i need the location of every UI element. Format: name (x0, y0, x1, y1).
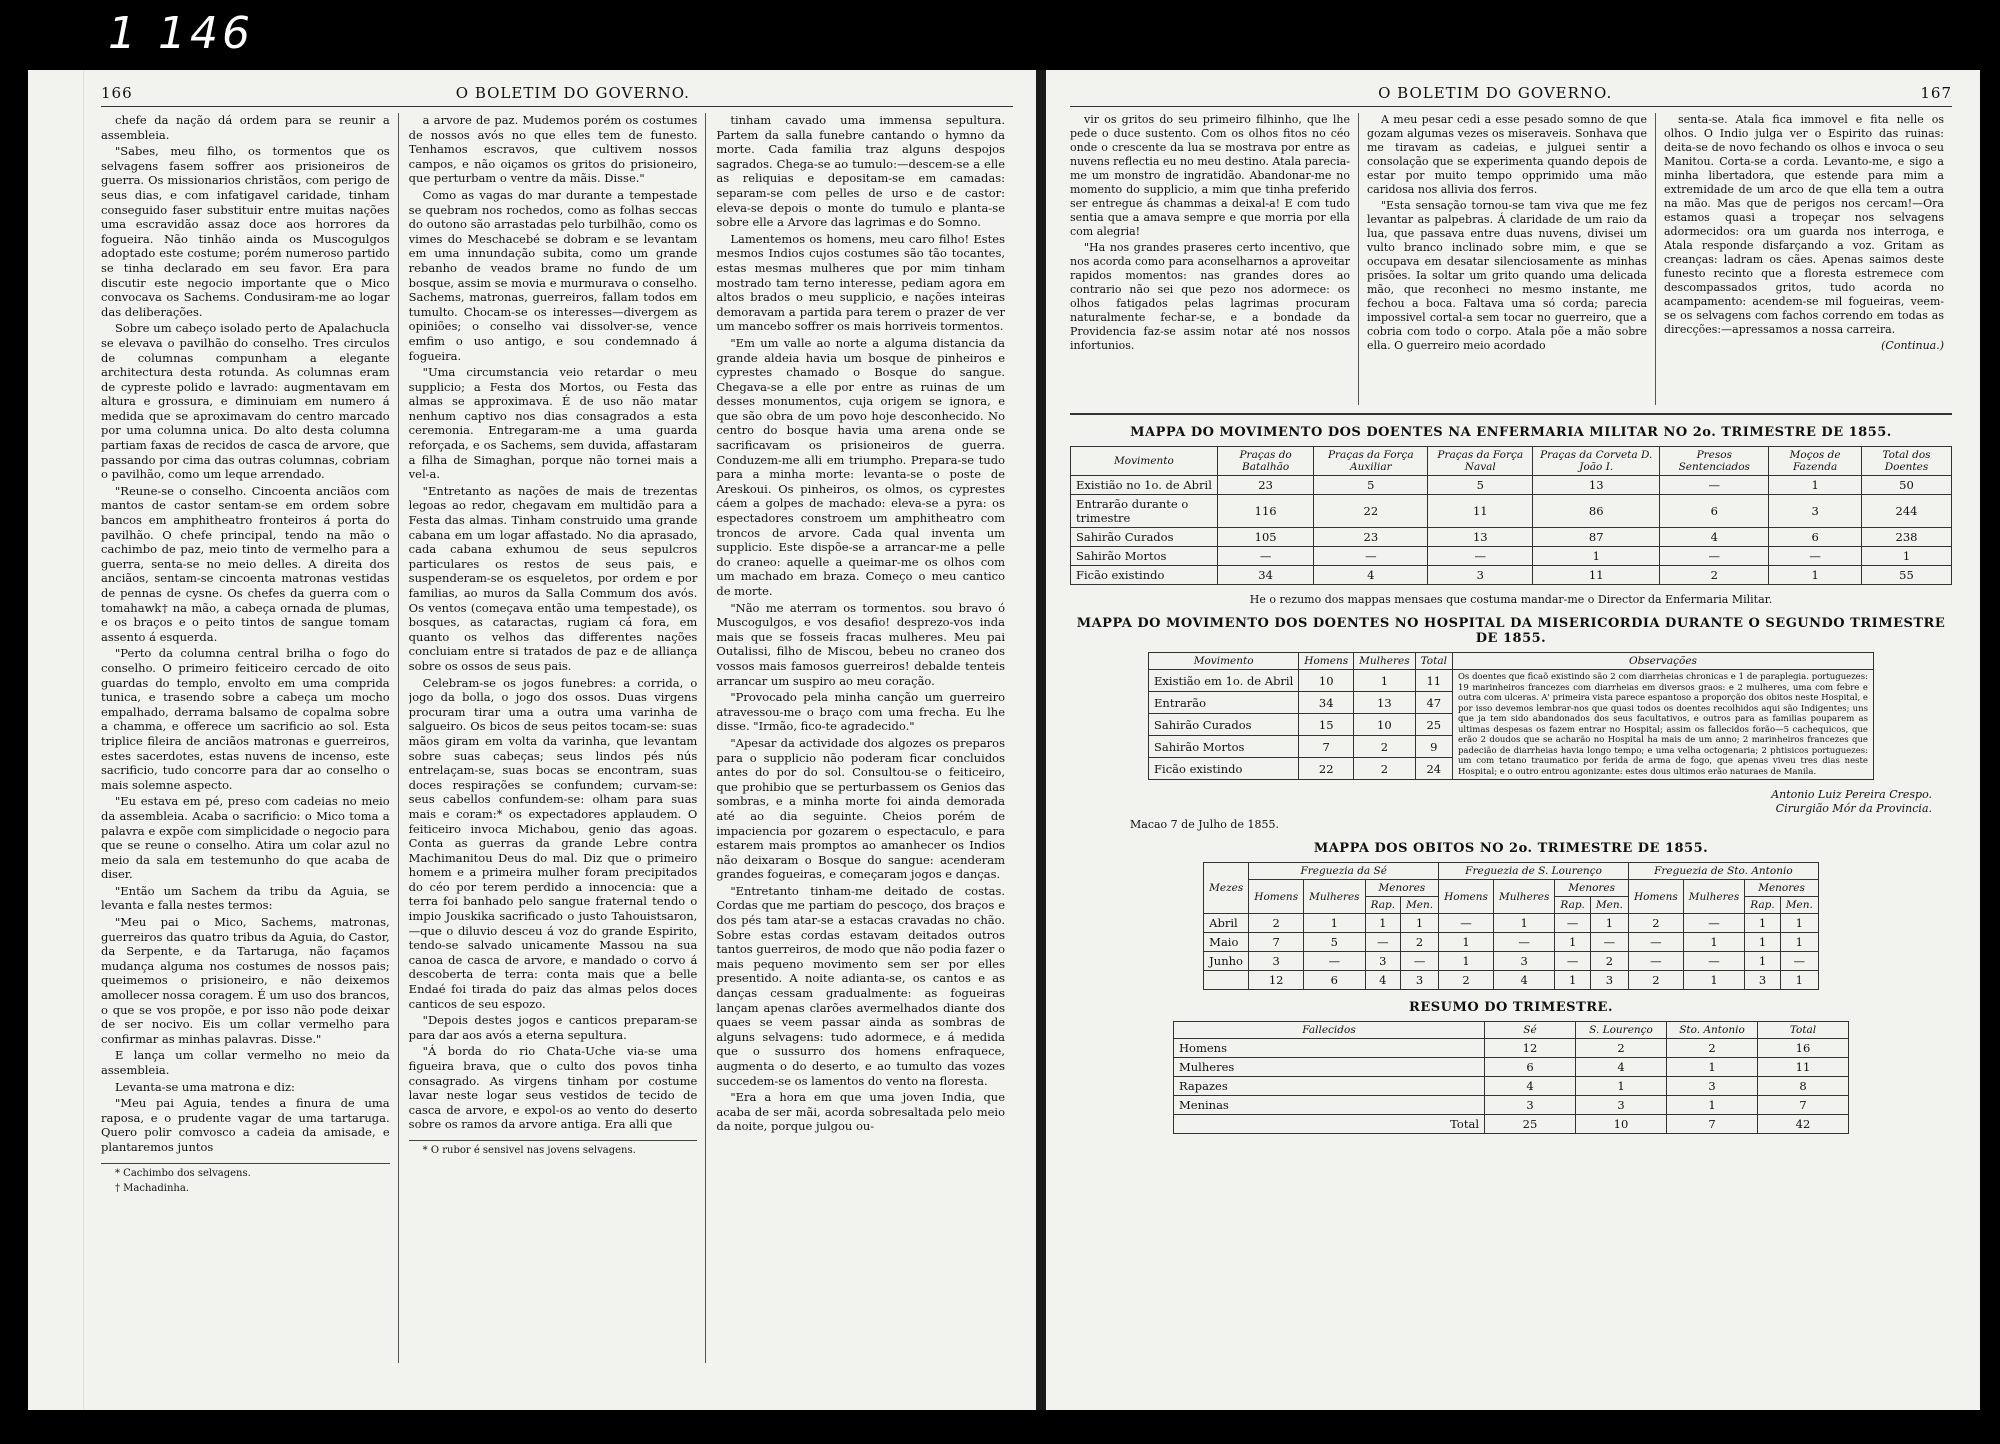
column-header: Presos Sentenciados (1660, 447, 1769, 476)
table-cell: 23 (1217, 476, 1313, 495)
signature-block (1070, 788, 1932, 816)
column-header: Praças da Corveta D. João I. (1533, 447, 1660, 476)
table-cell: 5 (1314, 476, 1428, 495)
table-cell: 13 (1354, 692, 1415, 714)
header-row (1204, 863, 1819, 880)
table-cell: 1 (1745, 914, 1780, 933)
total-cell: 4 (1365, 971, 1400, 990)
right-text-columns (1070, 113, 1952, 415)
table-row (1204, 933, 1819, 952)
table-cell: — (1628, 952, 1683, 971)
table-cell: 2 (1354, 736, 1415, 758)
table-cell: 4 (1576, 1058, 1667, 1077)
total-cell: 7 (1667, 1115, 1758, 1134)
row-label: Existião no 1o. de Abril (1071, 476, 1218, 495)
table-row (1174, 1077, 1849, 1096)
table-cell: — (1493, 933, 1554, 952)
right-col2-body (1367, 113, 1647, 353)
table-cell: 47 (1415, 692, 1452, 714)
column-header: S. Lourenço (1576, 1022, 1667, 1039)
paragraph: A meu pesar cedi a esse pesado somno de que gozam algumas vezes os miseraveis. Sonhava que me tiravam as cadeias, e julguei sentir a consolação que se experimenta quando depois de estar por muito tempo opprimido uma mão caridosa nos allivia dos ferros. (1367, 113, 1647, 196)
table-cell: 105 (1217, 528, 1313, 547)
table-cell: 9 (1415, 736, 1452, 758)
paragraph: "Entretanto tinham-me deitado de costas. Cordas que me partiam do pescoço, dos braços e dos pés tam atar-se a estacas cravadas no chão. Sobre estas cordas estavam deitados outros tantos guerreiros, de modo que não podia fazer o mais pequeno movimento sem ser por elles presentido. A noite adianta-se, os cantos e as danças cessam gradualmente: as fogueiras lançam apenas clarões avermelhados diante dos quaes se veem passar ainda as sombras de alguns selvagens: tudo adormece, e á medida que o sussurro dos homens enfraquece, augmenta o do deserto, e ao tumulto das vozes succedem-se os lamentos do vento na floresta. (716, 883, 1006, 1088)
table-row (1204, 914, 1819, 933)
column-header: Sto. Antonio (1667, 1022, 1758, 1039)
military-infirmary-table (1070, 446, 1952, 585)
paragraph: "Provocado pela minha canção um guerreiro atravessou-me o braço com uma frecha. Eu lhe disse. "Irmão, ficо-te agradecido." (716, 690, 1006, 734)
table-cell: 3 (1576, 1096, 1667, 1115)
table-cell: 6 (1660, 495, 1769, 528)
continua-label: (Continua.) (1881, 339, 1944, 352)
row-label: Junho (1204, 952, 1249, 971)
table-cell: 6 (1769, 528, 1862, 547)
table-cell: — (1660, 476, 1769, 495)
table-cell: 12 (1485, 1039, 1576, 1058)
left-col2-body (409, 113, 698, 1132)
table-cell: 1 (1667, 1058, 1758, 1077)
row-label: Homens (1174, 1039, 1485, 1058)
paragraph: senta-se. Atala fica immovel e fita nelle os olhos. O Indio julga ver o Espirito das ruinas: deita-se de novo fechando os olhos e invoca o seu Manitou. Corta-se a corda. Levanto-me, e sigo a minha libertadora, que estende para mim a extremidade de um arco de que ella tem a outra na mão. Mas que de perigos nos cercam!—Ora estamos quasi a tropeçar nos selvagens adormecidos: ora um guarda nos interroga, e Atala responde disfarçando a voz. Gritam as creanças: ladram os cães. Apenas saimos deste funesto recinto que a floresta estremece com descompassados gritos, tudo acorda no acampamento: acendem-se mil fogueiras, veem-se os selvagens com fachos correndo em todas as direcções:—apressamos a nossa carreira. (1664, 113, 1944, 336)
total-cell: 3 (1590, 971, 1628, 990)
paragraph: "Eu estava em pé, preso com cadeias no meio da assembleia. Acaba o sacrificio: o Mico toma a palavra e expõe com simplicidade o negocio para que se reune o conselho. Atira um colar azul no meio da sala em testemunho do que acaba de diser. (101, 794, 390, 882)
table-cell: 15 (1299, 714, 1354, 736)
table-cell: — (1314, 547, 1428, 566)
sub-header: Rap. (1365, 897, 1400, 914)
observations-cell: Os doentes que ficaõ existindo são 2 com diarrheias chronicas e 1 de paraplegia. portuguezes: 19 marinheiros francezes com diarrheias em diversos graos: e 2 mulheres, uma com febre e outra com ulceras. A' primeira vista parece espantoso a proporção dos obitos neste Hospital, e por isso devemos lembrar-nos que quasi todos os doentes recolhidos aqui são Indigentes; uns que ja tem sido abandonados dos seus facultativos, e outros para as familias pouparem as ultimas despesas os fazem entrar no Hospital; assim os fallecidos forão—5 cachequicos, que erão 2 doudos que se acharão no Hospital ha mais de um anno; 2 marinheiros francezes que padecião de diarrheias havia longo tempo; e uma velha octogenaria; 2 phtisicos portuguezes: um com tetano traumatico por ferida de arma de fogo, que apenas viveu tres dias neste Hospital; e o outro entrou agonizante: estes dous ultimos erão naturaes de Manila. (1452, 670, 1873, 780)
table-cell: 238 (1861, 528, 1951, 547)
left-masthead: O BOLETIM DO GOVERNO. (455, 84, 690, 102)
table-cell: 3 (1485, 1096, 1576, 1115)
total-cell: 1 (1555, 971, 1590, 990)
total-cell: 4 (1493, 971, 1554, 990)
sub-header: Rap. (1745, 897, 1780, 914)
deaths-table (1203, 862, 1819, 990)
table-cell: 1 (1683, 933, 1744, 952)
paragraph: vir os gritos do seu primeiro filhinho, que lhe pede o duce sustento. Com os olhos fitos no céo onde o crescente da lua se mostrava por entre as nuvens reflectia eu no meu destino. Atala parecia-me um monstro de ingratidão. Abandonar-me no momento do supplicio, a mim que tinha preferido ser entregue ás chammas a deixal-a! E com tudo sentia que a amava sempre e que morria por ella com alegria! (1070, 113, 1350, 238)
table1-note: He o rezumo dos mappas mensaes que costuma mandar-me o Director da Enfermaria Militar. (1249, 593, 1773, 606)
paragraph: chefe da nação dá ordem para se reunir a assembleia. (101, 113, 390, 142)
parish-header: Freguezia de S. Lourenço (1439, 863, 1629, 880)
left-page-number: 166 (101, 84, 133, 102)
page-edge (28, 70, 84, 1410)
table-cell: 2 (1401, 933, 1439, 952)
table4-title: RESUMO DO TRIMESTRE. (1409, 1000, 1613, 1015)
table-cell: 7 (1758, 1096, 1849, 1115)
signature-name: Antonio Luiz Pereira Crespo. (1771, 788, 1932, 801)
film-frame-number: 1 146 (108, 8, 254, 59)
parish-header: Freguezia de Sto. Antonio (1628, 863, 1818, 880)
table1-title: MAPPA DO MOVIMENTO DOS DOENTES NA ENFERMARIA MILITAR NO 2o. TRIMESTRE DE 1855. (1130, 425, 1892, 440)
left-col2-footnotes (409, 1140, 698, 1157)
table-cell: 1 (1354, 670, 1415, 692)
column-header: Homens (1299, 653, 1354, 670)
table-cell: 87 (1533, 528, 1660, 547)
row-label: Sahirão Mortos (1071, 547, 1218, 566)
table-cell: 1 (1590, 914, 1628, 933)
table-row (1174, 1096, 1849, 1115)
table-cell: 3 (1493, 952, 1554, 971)
table-cell: — (1217, 547, 1313, 566)
column-header: Praças da Força Naval (1428, 447, 1533, 476)
table-cell: 5 (1304, 933, 1365, 952)
sub-header: Mulheres (1304, 880, 1365, 914)
table-cell: 4 (1314, 566, 1428, 585)
table-cell: 1 (1745, 933, 1780, 952)
paragraph: "Era a hora em que uma joven India, que acaba de ser mãi, acorda sobresaltada pelo meio da noite, porque julgou ou- (716, 1090, 1006, 1134)
right-col1-body (1070, 113, 1350, 353)
table-cell: 2 (1354, 758, 1415, 780)
right-page-number: 167 (1920, 84, 1952, 102)
table-cell: 1 (1745, 952, 1780, 971)
table-cell: 1 (1667, 1096, 1758, 1115)
right-column-3 (1664, 113, 1952, 405)
table-cell: 11 (1415, 670, 1452, 692)
left-column-3 (716, 113, 1013, 1363)
right-masthead: O BOLETIM DO GOVERNO. (1378, 84, 1613, 102)
table-cell: 1 (1780, 933, 1818, 952)
paragraph: Levanta-se uma matrona e diz: (115, 1079, 295, 1094)
table-cell: 5 (1428, 476, 1533, 495)
table-cell: 3 (1249, 952, 1304, 971)
table-cell: — (1555, 952, 1590, 971)
table-cell: 23 (1314, 528, 1428, 547)
table-cell: — (1365, 933, 1400, 952)
table1-header-row (1071, 447, 1952, 476)
table-cell: — (1683, 914, 1744, 933)
table-cell: 1 (1576, 1077, 1667, 1096)
total-cell: 1 (1780, 971, 1818, 990)
paragraph: tinham cavado uma immensa sepultura. Partem da salla funebre cantando o hymno da morte. Cada familia traz alguns despojos sagrados. Chega-se ao tumulo:—descem-se a elle as reliquias e depositam-se em camadas: separam-se com pelles de urso e de castor: eleva-se depois o monte do tumulo e planta-se sobre elle a Arvore das lagrimas e do Somno. (716, 113, 1006, 230)
sub-header: Menores (1745, 880, 1819, 897)
row-label: Sahirão Mortos (1149, 736, 1299, 758)
totals-row (1204, 971, 1819, 990)
paragraph: † Machadinha. (115, 1182, 190, 1194)
paragraph: a arvore de paz. Mudemos porém os costumes de nossos avós no que elles tem de funesto. Tenhamos escravos, que cultivem nossos campos, e não oiçamos os gritos do prisioneiro, que perturbam o ventre da mãis. Disse." (408, 113, 698, 186)
table-row (1071, 476, 1952, 495)
row-label: Meninas (1174, 1096, 1485, 1115)
table2-header-row (1149, 653, 1874, 670)
table-cell: 22 (1314, 495, 1428, 528)
table-cell: 16 (1758, 1039, 1849, 1058)
sub-header: Men. (1780, 897, 1818, 914)
table-cell: 10 (1354, 714, 1415, 736)
sub-header: Men. (1401, 897, 1439, 914)
table-cell: 1 (1769, 566, 1862, 585)
total-cell: 2 (1439, 971, 1494, 990)
left-page (83, 70, 1031, 1410)
right-page (1052, 70, 1970, 1410)
paragraph: "Não me aterram os tormentos. sou bravo ó Muscogulgos, e vos desafio! desprezo-vos inda mais que se fosseis fracas mulheres. Meu pai Outalissi, filho de Miscou, bebeu no craneo dos vossos mais famosos guerreiros! debalde tenteis arrancar um suspiro ao meu coração. (716, 600, 1006, 688)
table-cell: — (1590, 933, 1628, 952)
paragraph: "Ha nos grandes praseres certo incentivo, que nos acorda como para aconselharnos a aproveitar rapidos momentos: nas grandes dores ao contrario não sei que pezo nos adormece: os olhos fatigados pelas lagrimas procuram naturalmente fechar-se, e a bondade da Providencia faz-se assim notar até nos nossos infortunios. (1070, 241, 1350, 352)
paragraph: "Apesar da actividade dos algozes os preparos para o supplicio não poderam ficar concluidos antes do por do sol. Consultou-se o feiticeiro, que prohibio que se perturbassem os Genios das sombras, e a minha morte foi ainda demorada até ao dia seguinte. Cheios porém de impaciencia por gozarem o espectaculo, e para estarem mais promptos ao amanhecer os Indios não deixaram o Bosque do sangue: acenderam grandes fogueiras, e começaram jogos e danças. (716, 735, 1006, 882)
paragraph: "Em um valle ao norte a alguma distancia da grande aldeia havia um bosque de pinheiros e cyprestes chamado o Bosque do sangue. Chegava-se a elle por entre as ruinas de um desses monumentos, cuja origem se ignora, e que são obra de um povo hoje desconhecido. No centro do bosque havia uma arena onde se sacrificavam os prisioneiros de guerra. Conduzem-me alli em triumpho. Preparа-se tudo para a minha morte: levanta-se o poste de Areskoui. Os pinheiros, os olmos, os cyprestes cáem a golpes de machado: eleva-se a pyra: os espectadores constroem um amphitheatro com troncos de arvore. Cada qual inventa um supplicio. Este dispõe-se a arrancar-me a pelle do craneo: aquelle a queimar-me os olhos com um machado em braza. Começo o meu cantico de morte. (716, 335, 1006, 598)
table-cell: 1 (1365, 914, 1400, 933)
total-cell: 12 (1249, 971, 1304, 990)
table-cell: 50 (1861, 476, 1951, 495)
table3-title: MAPPA DOS OBITOS NO 2o. TRIMESTRE DE 1855. (1313, 841, 1709, 856)
table-cell: — (1780, 952, 1818, 971)
total-cell: 25 (1485, 1115, 1576, 1134)
table-cell: 1 (1401, 914, 1439, 933)
sub-header: Men. (1590, 897, 1628, 914)
column-header: Moços de Fazenda (1769, 447, 1862, 476)
table-cell: 11 (1758, 1058, 1849, 1077)
paragraph: "Meu pai Aguia, tendes a finura de uma raposa, e o prudente vagar de uma tartaruga. Quero polir comvosco a cadeia da amisade, e plantaremos juntos (101, 1096, 390, 1154)
table-row (1149, 670, 1874, 692)
column-header: Praças do Batalhão (1217, 447, 1313, 476)
table-cell: 1 (1439, 952, 1494, 971)
table-cell: 3 (1667, 1077, 1758, 1096)
table2-title: MAPPA DO MOVIMENTO DOS DOENTES NO HOSPITAL DA MISERICORDIA DURANTE O SEGUNDO TRIMESTRE DE 1855. (1076, 616, 1946, 646)
table-cell: 13 (1428, 528, 1533, 547)
newspaper-spread (28, 70, 1980, 1410)
table-cell: 2 (1628, 914, 1683, 933)
table-row (1071, 566, 1952, 585)
row-label: Existião em 1o. de Abril (1149, 670, 1299, 692)
place-date: Macao 7 de Julho de 1855. (1130, 818, 1279, 831)
row-label: Abril (1204, 914, 1249, 933)
table-cell: 34 (1299, 692, 1354, 714)
table-cell: 1 (1493, 914, 1554, 933)
paragraph: * Cachimbo dos selvagens. (115, 1167, 251, 1179)
column-header: Fallecidos (1174, 1022, 1485, 1039)
right-column-1 (1070, 113, 1359, 405)
paragraph: "Reune-se o conselho. Cincoenta anciãos com mantos de castor sentam-se em ordem sobre bancos em amphitheatro fronteiros á porta do pavilhão. O chefe principal, tendo na mão o cachimbo de paz, meio tinto de vermelho para a guerra, senta-se no meio delles. A direita dos anciãos, sentam-se cincoenta matronas vestidas de pennas de cysne. Os chefes da guerra com o tomahawk† na mão, a cabeça ornada de plumas, e os braços e o peito tintos de sangue tomam assento á esquerda. (101, 483, 390, 644)
table-cell: 244 (1861, 495, 1951, 528)
table-cell: 7 (1299, 736, 1354, 758)
table-cell: — (1660, 547, 1769, 566)
column-header: Total (1415, 653, 1452, 670)
total-cell: 3 (1745, 971, 1780, 990)
paragraph: "Então um Sachem da tribu da Aguia, se levanta e falla nestes termos: (101, 883, 390, 913)
table-cell: 22 (1299, 758, 1354, 780)
header-row (1174, 1022, 1849, 1039)
table-cell: — (1401, 952, 1439, 971)
table-cell: 34 (1217, 566, 1313, 585)
table-cell: 1 (1780, 914, 1818, 933)
row-label: Rapazes (1174, 1077, 1485, 1096)
table-cell: 55 (1861, 566, 1951, 585)
table-row (1071, 495, 1952, 528)
table-cell: 8 (1758, 1077, 1849, 1096)
table-cell: 11 (1533, 566, 1660, 585)
table-cell: — (1439, 914, 1494, 933)
column-header: Sé (1485, 1022, 1576, 1039)
table-cell: 4 (1660, 528, 1769, 547)
table-cell: — (1683, 952, 1744, 971)
header-row (1204, 880, 1819, 897)
table-cell: 2 (1660, 566, 1769, 585)
row-label: Entrarão (1149, 692, 1299, 714)
table-cell: — (1428, 547, 1533, 566)
paragraph: Lamentemos os homens, meu caro filho! Estes mesmos Indios cujos costumes são tão tocantes, estas mesmas mulheres que por mim tinham mostrado tam terno interesse, pediam agora em altos brados o meu supplicio, e nações inteiras demoravam a partida para terem o prazer de ver um mancebo soffrer os mais horriveis tormentos. (716, 231, 1006, 334)
table-cell: 1 (1533, 547, 1660, 566)
sub-header: Mulheres (1683, 880, 1744, 914)
column-header: Total dos Doentes (1861, 447, 1951, 476)
paragraph: "Entretanto as nações de mais de trezentas legoas ao redor, chegavam em multidão para a Festa das almas. Tinham construido uma grande cabana em um logar affastado. No dia aprasado, cada cabana exhumou de seus sepulcros particulares os restos de seus pais, e suspenderam-se os esqueletos, por ordem e por familias, ao muros da Salla Commum dos avós. Os ventos (começava então uma tempestade), os bosques, as cataractas, rugiam cá fora, em quanto os velhos das differentes nações concluiam entre si tratados de paz e de alliança sobre os ossos de seus pais. (408, 483, 698, 673)
paragraph: E lança um collar vermelho no meio da assembleia. (101, 1048, 390, 1077)
paragraph: * O rubor é sensivel nas jovens selvagens. (422, 1144, 636, 1156)
table-row (1174, 1039, 1849, 1058)
table-cell: — (1555, 914, 1590, 933)
table-cell: — (1304, 952, 1365, 971)
paragraph: "Á borda do rio Chata-Uche via-se uma figueira brava, que o culto dos povos tinha consagrado. As virgens tinham por costume lavar neste logar seus vestidos de tecido de casca de arvore, e expol-os ao vento do deserto sobre os ramos da arvore antiga. Era alli que (408, 1044, 698, 1132)
sub-header: Menores (1365, 880, 1439, 897)
left-col1-footnotes (101, 1163, 390, 1195)
left-running-head (101, 84, 1013, 107)
right-column-2 (1367, 113, 1656, 405)
table-cell: 2 (1249, 914, 1304, 933)
months-header: Mezes (1204, 863, 1249, 914)
sub-header: Menores (1555, 880, 1629, 897)
row-label (1204, 971, 1249, 990)
sub-header: Homens (1628, 880, 1683, 914)
column-header: Mulheres (1354, 653, 1415, 670)
column-header: Observações (1452, 653, 1873, 670)
table-cell: 1 (1769, 476, 1862, 495)
left-col3-body (716, 113, 1005, 1134)
total-cell: 6 (1304, 971, 1365, 990)
table-cell: — (1628, 933, 1683, 952)
sub-header: Mulheres (1493, 880, 1554, 914)
totals-row (1174, 1115, 1849, 1134)
right-col3-body (1664, 113, 1944, 337)
quarter-summary-table (1173, 1021, 1849, 1134)
paragraph: Como as vagas do mar durante a tempestade se quebram nos rochedos, como as folhas seccas do outono são arrastadas pelo turbilhão, como os vimes do Meschacebé se dobram e se levantam em uma innundação subita, como um grande rebanho de veados brame no fundo de um bosque, assim se movia e murmurava o conselho. Sachems, matronas, guerreiros, fallam todos em tumulto. Chocam-se os interesses—divergem as opiniões; o conselho vai dissolver-se, vence emfim o uso antigo, e sou condemnado á fogueira. (408, 187, 698, 363)
table-cell: 1 (1861, 547, 1951, 566)
row-label: Mulheres (1174, 1058, 1485, 1077)
table-row (1071, 528, 1952, 547)
parish-header: Freguezia da Sé (1249, 863, 1439, 880)
table-cell: 1 (1304, 914, 1365, 933)
total-cell: 2 (1628, 971, 1683, 990)
table-cell: 2 (1590, 952, 1628, 971)
total-cell: 3 (1401, 971, 1439, 990)
table-cell: 10 (1299, 670, 1354, 692)
table-cell: 1 (1555, 933, 1590, 952)
table-cell: 1 (1439, 933, 1494, 952)
table-cell: 24 (1415, 758, 1452, 780)
table-cell: 11 (1428, 495, 1533, 528)
table-cell: 3 (1365, 952, 1400, 971)
signature-title: Cirurgião Mór da Provincia. (1775, 802, 1932, 815)
total-cell: 42 (1758, 1115, 1849, 1134)
row-label: Sahirão Curados (1149, 714, 1299, 736)
table-cell: 3 (1769, 495, 1862, 528)
table-row (1204, 952, 1819, 971)
table-cell: 2 (1576, 1039, 1667, 1058)
table-cell: 4 (1485, 1077, 1576, 1096)
sub-header: Homens (1249, 880, 1304, 914)
paragraph: "Meu pai o Mico, Sachems, matronas, guerreiros das quatro tribus da Aguia, do Castor, da Serpente, e da Tartaruga, não façamos mudança alguma nos costumes de nossos pais; queimemos o prisioneiro, e não deixemos amollecer nossa coragem. É um uso dos brancos, o que se vos propõe, e por isso não pode deixar de ser nocivo. Eis um collar vermelho para confirmar as minhas palavras. Disse." (101, 915, 390, 1046)
paragraph: "Esta sensação tornou-se tam viva que me fez levantar as palpebras. Á claridade de um raio da lua, que passava entre duas nuvens, divisei um vulto branco inclinado sobre mim, e que se occupava em desatar silenciosamente as minhas prisões. Ia soltar um grito quando uma delicada mão, que reconheci no mesmo instante, me fechou a boca. Faltava uma só corda; parecia impossivel cortal-a sem tocar no guerreiro, que a cobria com todo o corpo. Atala põe a mão sobre ella. O guerreiro meio acordado (1367, 199, 1647, 352)
paragraph: "Perto da columna central brilha o fogo do conselho. O primeiro feiticeiro cercado de oito guardas do templo, envolto em uma comprida tunica, e trasendo sobre a cabeça um mocho empalhado, derrama balsamo de copalma sobre a chamma, e offerece um sacrificio ao sol. Esta triplice fileira de anciãos matronas e guerreiros, estes sacerdotes, estas nuvens de incenso, este sacrificio, tudo concorre para dar ao conselho o mais solemne aspecto. (101, 646, 390, 792)
table-cell: 3 (1428, 566, 1533, 585)
table-cell: — (1769, 547, 1862, 566)
left-column-2 (409, 113, 707, 1363)
paragraph: "Uma circumstancia veio retardar o meu supplicio; a Festa dos Mortos, ou Festa das almas se approximava. É de uso não matar nenhum captivo nos dias consagrados a esta ceremonia. Entregaram-me a uma guarda reforçada, e os Sachems, sem duvida, affastaram a filha de Simaghan, porque não tornei mais a vel-a. (408, 365, 698, 482)
table-row (1174, 1058, 1849, 1077)
sub-header: Homens (1439, 880, 1494, 914)
row-label: Ficão existindo (1149, 758, 1299, 780)
total-label: Total (1174, 1115, 1485, 1134)
left-col1-body (101, 113, 390, 1155)
table-cell: 86 (1533, 495, 1660, 528)
table-cell: 7 (1249, 933, 1304, 952)
column-header: Total (1758, 1022, 1849, 1039)
row-label: Sahirão Curados (1071, 528, 1218, 547)
table-cell: 13 (1533, 476, 1660, 495)
table-cell: 6 (1485, 1058, 1576, 1077)
paragraph: Celebram-se os jogos funebres: a corrida, o jogo da bolla, o jogo dos ossos. Duas virgens procuram tirar uma a outra uma varinha de salgueiro. Os bicos de seus peitos tocam-se: suas mãos giram em volta da varinha, que levantam sobre suas cabeças; seus lindos pés nús entrelaçam-se, suas bocas se encontram, suas doces respirações se confundem; curvam-se: seus cabellos confundem-se: olham para suas mais e coram:* os expectadores applaudem. O feiticeiro invoca Michabou, genio das agoas. Conta as guerras da grande Lebre contra Machimanitou Deus do mal. Diz que o primeiro homem e a primeira mulher foram precipitados do céo por terem perdido a innocencia: que a terra foi banhado pelo sangue fraternal tendo o impio Jouskika sacrificado o justo Tahouistsaron,—que o diluvio desceu á voz do grande Espirito, tendo-se salvado unicamente Massou na sua canoa de casca de arvore, e mandado o corvo á descoberta de terra: conta mais que a belle Endaé foi tirada do paiz das almas pelos doces canticos de seu espozo. (408, 675, 698, 1011)
row-label: Maio (1204, 933, 1249, 952)
total-cell: 1 (1683, 971, 1744, 990)
column-header: Praças da Força Auxiliar (1314, 447, 1428, 476)
row-label: Ficão existindo (1071, 566, 1218, 585)
column-header: Movimento (1071, 447, 1218, 476)
table-cell: 25 (1415, 714, 1452, 736)
sub-header: Rap. (1555, 897, 1590, 914)
table-row (1071, 547, 1952, 566)
paragraph: Sobre um cabeço isolado perto de Apalachucla se elevava o pavilhão do conselho. Tres circulos de columnas compunham a elegante architectura desta rotunda. As columnas eram de cypreste polido e lavrado: augmentavam em altura e grossura, e diminuiam em numero á medida que se aproximavam do centro marcado por uma columna unica. Do alto desta columna partiam faxas de recidos de casca de arvore, que passando por cima das outras columnas, cobriam o pavilhão, como um leque arrendado. (101, 321, 390, 482)
paragraph: "Depois destes jogos e canticos preparam-se para dar aos avós a eterna sepultura. (408, 1013, 698, 1042)
row-label: Entrarão durante o trimestre (1071, 495, 1218, 528)
table-cell: 116 (1217, 495, 1313, 528)
table-cell: 2 (1667, 1039, 1758, 1058)
page-gutter (1036, 70, 1046, 1410)
left-column-1 (101, 113, 399, 1363)
misericordia-hospital-table (1148, 652, 1874, 780)
total-cell: 10 (1576, 1115, 1667, 1134)
column-header: Movimento (1149, 653, 1299, 670)
paragraph: "Sabes, meu filho, os tormentos que os selvagens fasem soffrer aos prisioneiros de guerra. Os missionarios christãos, com perigo de seus dias, e com infatigavel caridade, tinham conseguido faser substituir entre muitas nações uma escravidão assaz doce aos horrores da fogueira. Não tinhão ainda os Muscogulgos adoptado este costume; porém numeroso partido se tinha declarado em seu favor. Era para discutir este negocio importante que o Mico convocava os Sachems. Condusiram-me ao logar das deliberações. (101, 144, 390, 319)
right-running-head (1070, 84, 1952, 107)
